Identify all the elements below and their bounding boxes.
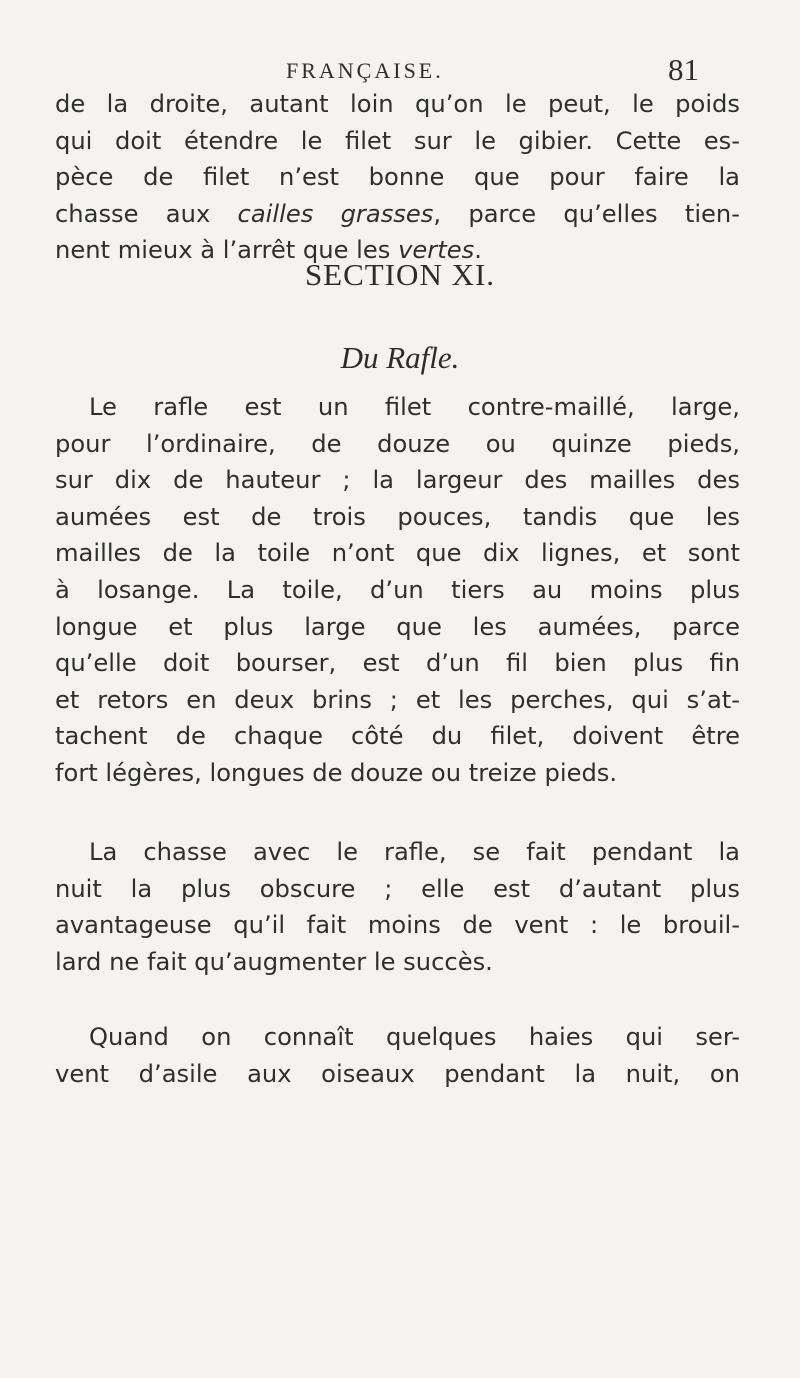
text-line: aumées est de trois pouces, tandis que les [55, 502, 740, 531]
text-segment: nent mieux à l’arrêt que les [55, 236, 399, 265]
paragraph-1 [55, 86, 740, 269]
italic-term: vertes [398, 236, 475, 265]
paragraph-3 [55, 834, 740, 980]
text-line: pèce de filet n’est bonne que pour faire la [55, 163, 740, 192]
text-line [55, 834, 740, 871]
text-line: nuit la plus obscure ; elle est d’autant plus [55, 874, 740, 903]
text-line: vent d’asile aux oiseaux pendant la nuit, on [55, 1059, 740, 1088]
text-line: fort légères, longues de douze ou treize pieds. [55, 758, 618, 787]
section-subheading: Du Rafle. [340, 340, 460, 375]
text-line: mailles de la toile n’ont que dix lignes, et sont [55, 539, 740, 568]
text-line: qu’elle doit bourser, est d’un fil bien plus fin [55, 649, 740, 678]
paragraph-2 [55, 389, 740, 792]
text-segment: , parce qu’elles tien- [433, 199, 740, 228]
text-segment: . [474, 236, 482, 265]
text-segment: chasse aux [55, 199, 238, 228]
text-line [55, 389, 740, 426]
paragraph-4 [55, 1019, 740, 1092]
text-line: à losange. La toile, d’un tiers au moins plus [55, 575, 740, 604]
section-heading: SECTION XI. [304, 257, 496, 292]
text-line [55, 196, 740, 233]
italic-term: cailles grasses [237, 199, 434, 228]
text-line: sur dix de hauteur ; la largeur des mailles des [55, 466, 740, 495]
text-line: pour l’ordinaire, de douze ou quinze pieds, [55, 429, 740, 458]
running-head-title: FRANÇAISE. [286, 58, 444, 83]
text-line [55, 1019, 740, 1056]
running-head [0, 50, 800, 90]
text-line: tachent de chaque côté du filet, doivent être [55, 722, 740, 751]
text-line: avantageuse qu’il fait moins de vent : le brouil- [55, 911, 740, 940]
text-segment: La chasse avec le rafle, se fait pendant la [89, 838, 740, 866]
text-line: lard ne fait qu’augmenter le succès. [55, 947, 493, 976]
page-number: 81 [668, 52, 699, 87]
text-line: longue et plus large que les aumées, parce [55, 612, 740, 641]
text-segment: Quand on connaît quelques haies qui ser- [89, 1023, 740, 1051]
text-line: et retors en deux brins ; et les perches, qui s’at- [55, 685, 740, 714]
text-line: de la droite, autant loin qu’on le peut, le poids [55, 90, 740, 118]
text-segment: Le rafle est un filet contre-maillé, large, [89, 393, 740, 421]
text-line: qui doit étendre le filet sur le gibier. Cette es- [55, 126, 740, 155]
